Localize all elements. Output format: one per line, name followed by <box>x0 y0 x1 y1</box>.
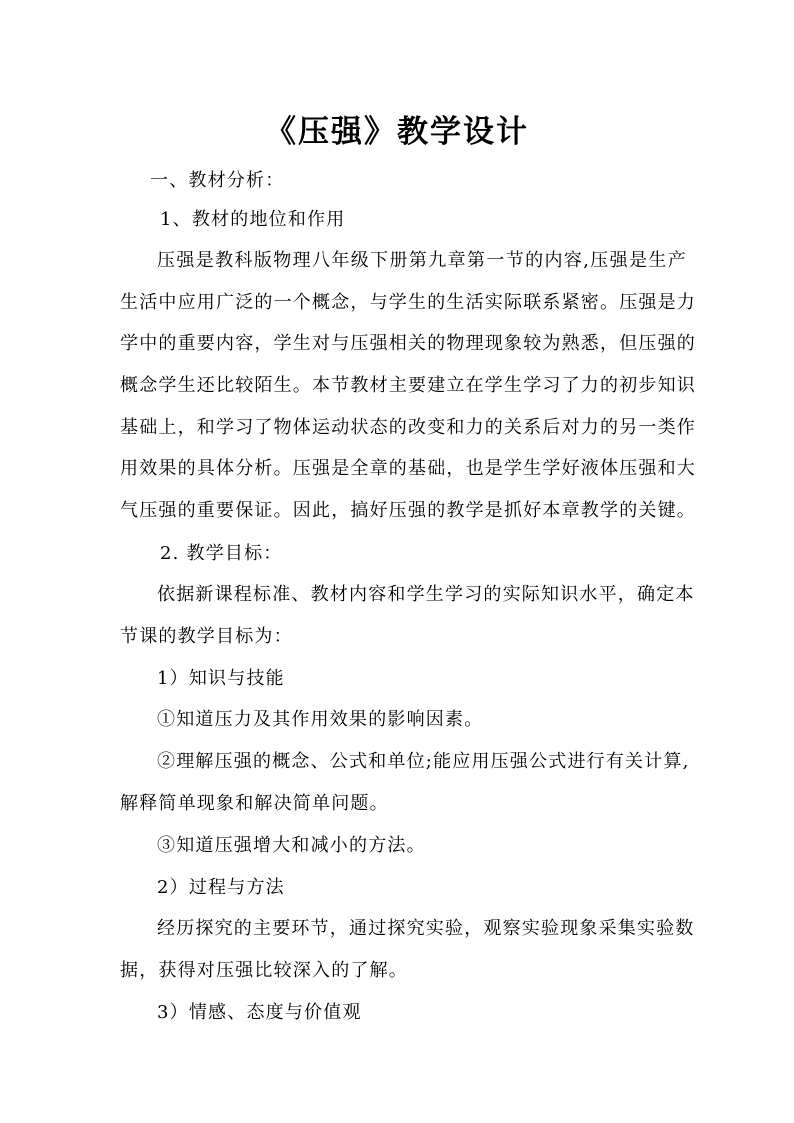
paragraph-line: 基础上，和学习了物体运动状态的改变和力的关系后对力的另一类作 <box>120 417 696 438</box>
section-heading-textbook-analysis: 一、教材分析： <box>150 170 285 191</box>
paragraph-line: 用效果的具体分析。压强是全章的基础，也是学生学好液体压强和大 <box>120 458 696 479</box>
goal-item: ②理解压强的概念、公式和单位;能应用压强公式进行有关计算, <box>157 751 690 772</box>
document-title: 《压强》教学设计 <box>265 114 529 150</box>
paragraph-line: 经历探究的主要环节，通过探究实验，观察实验现象采集实验数 <box>157 918 695 939</box>
subheading-knowledge-skills: 1）知识与技能 <box>157 668 285 689</box>
paragraph-line: 概念学生还比较陌生。本节教材主要建立在学生学习了力的初步知识 <box>120 375 696 396</box>
goal-item-continuation: 解释简单现象和解决简单问题。 <box>120 793 389 814</box>
paragraph-line: 依据新课程标准、教材内容和学生学习的实际知识水平，确定本 <box>157 584 695 605</box>
paragraph-line: 生活中应用广泛的一个概念，与学生的生活实际联系紧密。压强是力 <box>120 292 696 313</box>
paragraph-line: 据，获得对压强比较深入的了解。 <box>120 960 408 981</box>
goal-item: ③知道压强增大和减小的方法。 <box>157 835 426 856</box>
subheading-status-and-role: 1、教材的地位和作用 <box>160 209 346 230</box>
subheading-teaching-goals: 2. 教学目标： <box>160 543 283 564</box>
paragraph-line: 气压强的重要保证。因此，搞好压强的教学是抓好本章教学的关键。 <box>120 500 696 521</box>
paragraph-line: 压强是教科版物理八年级下册第九章第一节的内容,压强是生产 <box>157 250 687 271</box>
paragraph-line: 学中的重要内容，学生对与压强相关的物理现象较为熟悉，但压强的 <box>120 333 696 354</box>
subheading-process-methods: 2）过程与方法 <box>157 877 285 898</box>
subheading-emotion-values: 3）情感、态度与价值观 <box>157 1002 362 1023</box>
paragraph-line: 节课的教学目标为： <box>120 626 293 647</box>
goal-item: ①知道压力及其作用效果的影响因素。 <box>157 709 484 730</box>
